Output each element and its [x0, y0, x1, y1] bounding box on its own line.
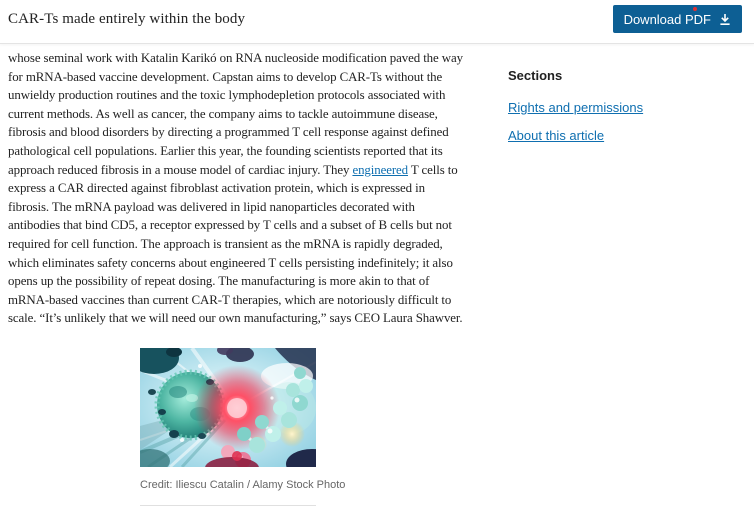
- article-figure: [140, 348, 346, 506]
- download-icon: [719, 13, 731, 26]
- paragraph-text-before-link: whose seminal work with Katalin Karikó on RNA nucleoside modification paved the way for mRNA-based vaccine development. Capstan aims to develop CAR-Ts without the unwieldy production routines and the toxic lymphodepletion protocols associated with current methods. As well as cancer, the company aims to tackle autoimmune disease, fibrosis and blood disorders by directing a programmed T cell response against defined pathological cell populations. Earlier this year, the founding scientists reported that its approach reduced fibrosis in a mouse model of cardiac injury. They: [8, 51, 463, 177]
- figure-image[interactable]: [140, 348, 316, 467]
- page-content: [0, 44, 754, 506]
- sidebar-heading: Sections: [508, 68, 563, 83]
- download-pdf-button[interactable]: [613, 5, 742, 33]
- article-body: [8, 44, 463, 506]
- red-dot-marker: [693, 7, 697, 11]
- page-title: CAR-Ts made entirely within the body: [8, 11, 246, 27]
- engineered-link[interactable]: engineered: [352, 162, 408, 177]
- sidebar-link-rights-and-permissions[interactable]: Rights and permissions: [508, 100, 644, 115]
- download-pdf-label: Download PDF: [623, 11, 711, 27]
- sections-sidebar: [508, 44, 718, 156]
- sidebar-link-about-this-article[interactable]: About this article: [508, 128, 605, 143]
- figure-credit: Credit: Iliescu Catalin / Alamy Stock Photo: [140, 478, 346, 491]
- article-header: [0, 0, 754, 44]
- article-paragraph: [8, 49, 463, 328]
- paragraph-text-after-link: T cells to express a CAR directed against fibroblast activation protein, which is expressed in fibrosis. The mRNA payload was delivered in lipid nanoparticles decorated with antibodies that bind CD5, a receptor expressed by T cells and a subset of B cells but not required for cell function. The approach is transient as the mRNA is rapidly degraded, which eliminates safety concerns about engineered T cells persisting indefinitely; it also opens up the possibility of repeat dosing. The manufacturing is more akin to that of mRNA-based vaccines than current CAR-T therapies, which are notoriously difficult to scale. “It’s unlikely that we will need our own manufacturing,” says CEO Laura Shawver.: [8, 162, 463, 326]
